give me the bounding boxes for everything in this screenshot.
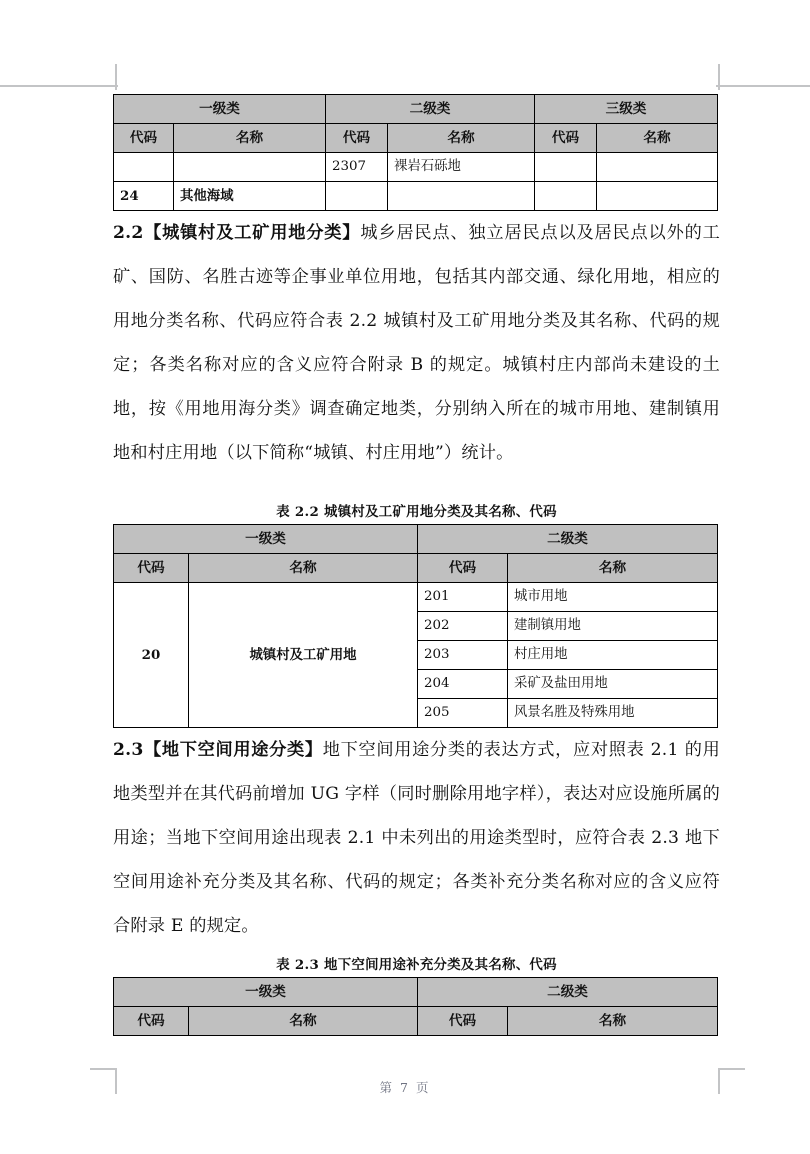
table-row <box>114 583 718 612</box>
paragraph-section-2-3 <box>113 728 720 948</box>
section-2-2-body: 城乡居民点、独立居民点以及居民点以外的工矿、国防、名胜古迹等企事业单位用地，包括其内部交通、绿化用地，相应的用地分类名称、代码应符合表 2.2 城镇村及工矿用地分类及其名称、代码的规定；各类名称对应的含义应符合附录 B 的规定。城镇村庄内部尚未建设的土地，按《用地用海分类》调查确定地类，分别纳入所在的城市用地、建制镇用地和村庄用地（以下简称“城镇、村庄用地”）统计。 <box>113 223 720 463</box>
col-group-secondary: 二级类 <box>326 95 535 124</box>
cell-secondary-code: 201 <box>418 583 508 612</box>
cell-secondary-name: 村庄用地 <box>508 641 718 670</box>
cell-secondary-name: 建制镇用地 <box>508 612 718 641</box>
page-footer <box>0 1078 810 1096</box>
table-2-2 <box>113 524 718 728</box>
cell-tertiary-code <box>535 153 597 182</box>
cell-secondary-code: 204 <box>418 670 508 699</box>
col-secondary-code: 代码 <box>326 124 388 153</box>
section-2-3-heading: 【地下空间用途分类】 <box>143 740 323 760</box>
page-content <box>113 90 720 1036</box>
cell-secondary-name: 采矿及盐田用地 <box>508 670 718 699</box>
col-primary-name: 名称 <box>174 124 326 153</box>
table-2-2-block <box>113 501 720 728</box>
col-primary-code: 代码 <box>114 554 189 583</box>
crop-mark-top-right-horizontal <box>716 85 810 87</box>
table-row <box>114 182 718 211</box>
table-2-3-block <box>113 954 720 1036</box>
table-row <box>114 153 718 182</box>
col-primary-code: 代码 <box>114 124 174 153</box>
crop-mark-bottom-left-horizontal <box>90 1068 117 1070</box>
table-header-row-group <box>114 95 718 124</box>
col-tertiary-code: 代码 <box>535 124 597 153</box>
table-header-row-sub <box>114 554 718 583</box>
cell-primary-name: 其他海域 <box>174 182 326 211</box>
table-header-row-sub <box>114 1007 718 1036</box>
col-group-secondary: 二级类 <box>418 525 718 554</box>
col-group-primary: 一级类 <box>114 525 418 554</box>
table-header-row-group <box>114 978 718 1007</box>
col-group-tertiary: 三级类 <box>535 95 718 124</box>
cell-secondary-name: 城市用地 <box>508 583 718 612</box>
col-secondary-code: 代码 <box>418 554 508 583</box>
col-secondary-name: 名称 <box>508 1007 718 1036</box>
cell-tertiary-name <box>597 153 718 182</box>
cell-secondary-name <box>388 182 535 211</box>
table-continued-block <box>113 94 720 211</box>
cell-secondary-code: 202 <box>418 612 508 641</box>
col-group-primary: 一级类 <box>114 95 326 124</box>
paragraph-section-2-2 <box>113 211 720 475</box>
table-header-row-group <box>114 525 718 554</box>
page-number-label: 第 7 页 <box>379 1080 431 1095</box>
table-continued-2307 <box>113 94 718 211</box>
col-primary-name: 名称 <box>189 554 418 583</box>
col-primary-name: 名称 <box>189 1007 418 1036</box>
crop-mark-top-left-horizontal <box>0 85 118 87</box>
cell-primary-code <box>114 153 174 182</box>
cell-primary-name: 城镇村及工矿用地 <box>189 583 418 728</box>
cell-secondary-code: 205 <box>418 699 508 728</box>
col-secondary-name: 名称 <box>388 124 535 153</box>
cell-primary-code: 24 <box>114 182 174 211</box>
col-primary-code: 代码 <box>114 1007 189 1036</box>
cell-secondary-name: 风景名胜及特殊用地 <box>508 699 718 728</box>
cell-secondary-code: 2307 <box>326 153 388 182</box>
col-secondary-name: 名称 <box>508 554 718 583</box>
col-secondary-code: 代码 <box>418 1007 508 1036</box>
table-header-row-sub <box>114 124 718 153</box>
crop-mark-bottom-right-horizontal <box>718 1068 745 1070</box>
col-group-secondary: 二级类 <box>418 978 718 1007</box>
cell-primary-name <box>174 153 326 182</box>
table-2-3 <box>113 977 718 1036</box>
section-2-3-body: 地下空间用途分类的表达方式，应对照表 2.1 的用地类型并在其代码前增加 UG 字样（同时删除用地字样），表达对应设施所属的用途；当地下空间用途出现表 2.1 中未列出的用途类型时，应符合表 2.3 地下空间用途补充分类及其名称、代码的规定；各类补充分类名称对应的含义应符合附录 E 的规定。 <box>113 740 720 936</box>
section-2-2-heading: 【城镇村及工矿用地分类】 <box>143 223 361 243</box>
cell-secondary-name: 裸岩石砾地 <box>388 153 535 182</box>
cell-primary-code: 20 <box>114 583 189 728</box>
col-tertiary-name: 名称 <box>597 124 718 153</box>
table-2-2-caption: 表 2.2 城镇村及工矿用地分类及其名称、代码 <box>276 504 557 520</box>
cell-secondary-code <box>326 182 388 211</box>
cell-secondary-code: 203 <box>418 641 508 670</box>
section-2-3-number: 2.3 <box>113 740 144 760</box>
table-2-3-caption: 表 2.3 地下空间用途补充分类及其名称、代码 <box>276 957 557 973</box>
section-2-2-number: 2.2 <box>113 223 144 243</box>
cell-tertiary-name <box>597 182 718 211</box>
cell-tertiary-code <box>535 182 597 211</box>
col-group-primary: 一级类 <box>114 978 418 1007</box>
